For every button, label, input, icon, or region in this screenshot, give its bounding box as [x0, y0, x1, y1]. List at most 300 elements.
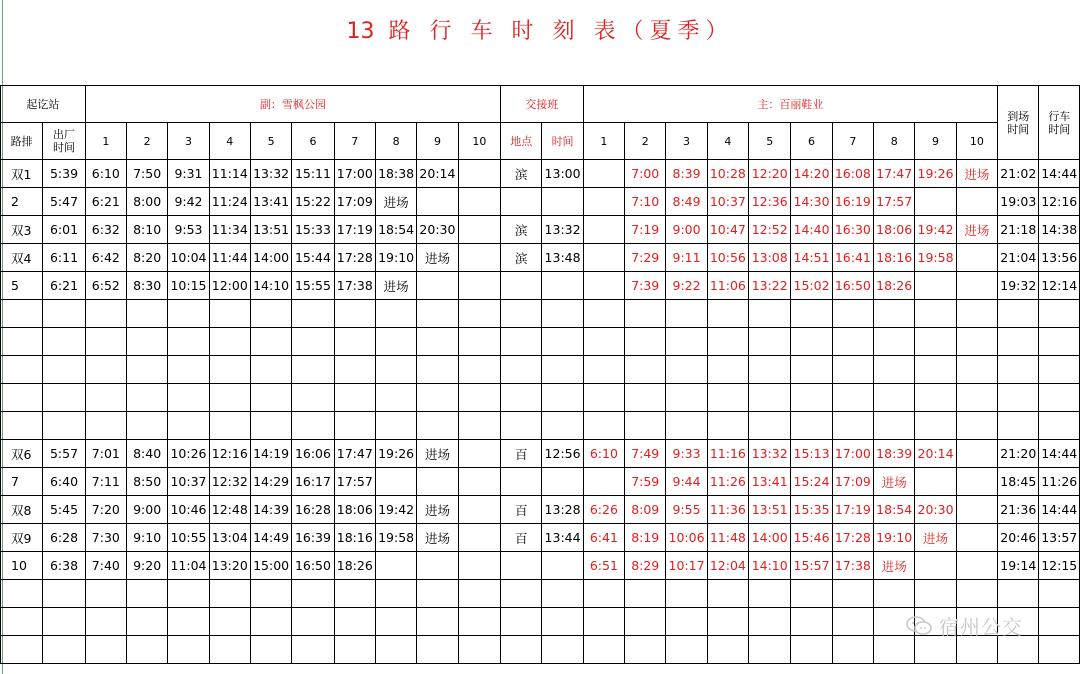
- sub-time-cell: 6:10: [85, 160, 126, 188]
- depart-cell: [43, 412, 85, 440]
- sub-time-cell: [334, 384, 375, 412]
- header-main-col: 7: [832, 123, 873, 160]
- sub-time-cell: [292, 384, 334, 412]
- sub-time-cell: 19:58: [375, 524, 416, 552]
- sub-time-cell: [126, 580, 167, 608]
- sub-time-cell: 8:10: [126, 216, 167, 244]
- main-time-cell: [583, 608, 624, 636]
- route-cell: 双9: [1, 524, 43, 552]
- main-time-cell: [625, 356, 666, 384]
- route-cell: [1, 580, 43, 608]
- table-row: [1, 524, 1080, 552]
- sub-time-cell: [334, 300, 375, 328]
- run-time-cell: 14:38: [1039, 216, 1080, 244]
- main-time-cell: 15:46: [791, 524, 832, 552]
- sub-time-cell: [209, 300, 250, 328]
- table-row: [1, 272, 1080, 300]
- sub-time-cell: 9:42: [168, 188, 209, 216]
- route-cell: [1, 356, 43, 384]
- main-time-cell: 15:24: [791, 468, 832, 496]
- sub-time-cell: 14:29: [250, 468, 291, 496]
- header-main-col: 5: [749, 123, 791, 160]
- sub-time-cell: 进场: [417, 440, 458, 468]
- main-time-cell: 进场: [915, 524, 956, 552]
- depart-cell: 6:01: [43, 216, 85, 244]
- run-time-cell: [1039, 636, 1080, 664]
- sub-time-cell: [417, 608, 458, 636]
- header-sub-col: 5: [250, 123, 291, 160]
- main-time-cell: 14:20: [791, 160, 832, 188]
- main-time-cell: [956, 552, 997, 580]
- sub-time-cell: 7:11: [85, 468, 126, 496]
- sub-time-cell: 10:26: [168, 440, 209, 468]
- location-cell: [501, 636, 542, 664]
- sub-time-cell: [417, 356, 458, 384]
- arrive-cell: 21:18: [998, 216, 1039, 244]
- main-time-cell: [791, 384, 832, 412]
- main-time-cell: [625, 412, 666, 440]
- sub-time-cell: 13:41: [250, 188, 291, 216]
- sub-time-cell: 6:32: [85, 216, 126, 244]
- table-row: [1, 244, 1080, 272]
- main-time-cell: 12:04: [707, 552, 748, 580]
- main-time-cell: [791, 608, 832, 636]
- table-row: [1, 412, 1080, 440]
- table-row: [1, 552, 1080, 580]
- sub-time-cell: [209, 608, 250, 636]
- main-time-cell: 13:32: [749, 440, 791, 468]
- sub-time-cell: 10:37: [168, 468, 209, 496]
- main-time-cell: [707, 412, 748, 440]
- header-arrive-time: 到场时间: [998, 86, 1039, 160]
- main-time-cell: [915, 384, 956, 412]
- depart-cell: [43, 384, 85, 412]
- main-time-cell: [707, 384, 748, 412]
- sub-time-cell: 17:28: [334, 244, 375, 272]
- sub-time-cell: 6:52: [85, 272, 126, 300]
- sub-time-cell: [458, 524, 500, 552]
- header-main-col: 8: [874, 123, 915, 160]
- sub-time-cell: 14:10: [250, 272, 291, 300]
- main-time-cell: [791, 636, 832, 664]
- main-time-cell: [625, 636, 666, 664]
- sub-time-cell: 9:00: [126, 496, 167, 524]
- sub-time-cell: [292, 356, 334, 384]
- main-time-cell: 12:20: [749, 160, 791, 188]
- sub-time-cell: 18:38: [375, 160, 416, 188]
- sub-time-cell: 进场: [417, 524, 458, 552]
- sub-time-cell: [458, 468, 500, 496]
- sub-time-cell: [334, 608, 375, 636]
- sub-time-cell: 15:44: [292, 244, 334, 272]
- main-time-cell: [583, 188, 624, 216]
- main-time-cell: 16:41: [832, 244, 873, 272]
- main-time-cell: [749, 300, 791, 328]
- sub-time-cell: 进场: [375, 272, 416, 300]
- main-time-cell: 17:47: [874, 160, 915, 188]
- run-time-cell: [1039, 384, 1080, 412]
- header-sub-col: 2: [126, 123, 167, 160]
- location-cell: [501, 356, 542, 384]
- main-time-cell: [874, 300, 915, 328]
- arrive-cell: [998, 412, 1039, 440]
- main-time-cell: [583, 636, 624, 664]
- table-row: [1, 384, 1080, 412]
- sub-time-cell: [458, 412, 500, 440]
- run-time-cell: 12:15: [1039, 552, 1080, 580]
- depart-cell: 5:57: [43, 440, 85, 468]
- main-time-cell: 11:16: [707, 440, 748, 468]
- arrive-cell: 18:45: [998, 468, 1039, 496]
- header-main-terminal: 主：百丽鞋业: [583, 86, 997, 123]
- sub-time-cell: 11:44: [209, 244, 250, 272]
- sub-time-cell: [375, 300, 416, 328]
- main-time-cell: 10:56: [707, 244, 748, 272]
- main-time-cell: 7:19: [625, 216, 666, 244]
- main-time-cell: [707, 300, 748, 328]
- handover-time-cell: [542, 412, 583, 440]
- sub-time-cell: [417, 580, 458, 608]
- header-sub-col: 6: [292, 123, 334, 160]
- depart-cell: [43, 608, 85, 636]
- main-time-cell: [956, 300, 997, 328]
- main-time-cell: [832, 580, 873, 608]
- sub-time-cell: [250, 300, 291, 328]
- main-time-cell: [749, 384, 791, 412]
- main-time-cell: [791, 580, 832, 608]
- title-text: 路 行 车 时 刻 表（夏季）: [388, 19, 734, 44]
- main-time-cell: [874, 356, 915, 384]
- main-time-cell: [707, 356, 748, 384]
- table-row: [1, 300, 1080, 328]
- main-time-cell: [874, 328, 915, 356]
- sub-time-cell: 9:10: [126, 524, 167, 552]
- location-cell: [501, 468, 542, 496]
- sub-time-cell: [375, 468, 416, 496]
- main-time-cell: [791, 356, 832, 384]
- main-time-cell: [625, 300, 666, 328]
- handover-time-cell: [542, 468, 583, 496]
- sub-time-cell: 14:39: [250, 496, 291, 524]
- depart-cell: [43, 636, 85, 664]
- main-time-cell: 20:30: [915, 496, 956, 524]
- sub-time-cell: [250, 580, 291, 608]
- main-time-cell: [583, 272, 624, 300]
- run-time-cell: 13:57: [1039, 524, 1080, 552]
- table-row: [1, 356, 1080, 384]
- main-time-cell: 8:49: [666, 188, 707, 216]
- sub-time-cell: 11:24: [209, 188, 250, 216]
- sub-time-cell: [458, 580, 500, 608]
- main-time-cell: 6:10: [583, 440, 624, 468]
- main-time-cell: 8:29: [625, 552, 666, 580]
- page-title: [0, 14, 1080, 45]
- main-time-cell: [749, 580, 791, 608]
- sub-time-cell: [375, 412, 416, 440]
- sub-time-cell: [168, 412, 209, 440]
- table-row: [1, 468, 1080, 496]
- sub-time-cell: [250, 384, 291, 412]
- sub-time-cell: 6:42: [85, 244, 126, 272]
- header-start-station: 起讫站: [1, 86, 86, 123]
- header-depart-time: 出厂时间: [43, 123, 85, 160]
- main-time-cell: 13:41: [749, 468, 791, 496]
- main-time-cell: 9:00: [666, 216, 707, 244]
- main-time-cell: 19:10: [874, 524, 915, 552]
- sub-time-cell: [292, 580, 334, 608]
- header-main-col: 4: [707, 123, 748, 160]
- main-time-cell: 11:36: [707, 496, 748, 524]
- sub-time-cell: [209, 384, 250, 412]
- header-sub-col: 9: [417, 123, 458, 160]
- main-time-cell: [707, 636, 748, 664]
- sub-time-cell: 进场: [417, 496, 458, 524]
- route-cell: 双8: [1, 496, 43, 524]
- main-time-cell: [956, 412, 997, 440]
- sub-time-cell: [292, 328, 334, 356]
- main-time-cell: 17:09: [832, 468, 873, 496]
- route-cell: 双1: [1, 160, 43, 188]
- main-time-cell: 11:26: [707, 468, 748, 496]
- timetable-body: [1, 160, 1080, 664]
- arrive-cell: 21:36: [998, 496, 1039, 524]
- main-time-cell: [749, 356, 791, 384]
- run-time-cell: [1039, 356, 1080, 384]
- handover-time-cell: [542, 608, 583, 636]
- sub-time-cell: 11:04: [168, 552, 209, 580]
- run-time-cell: [1039, 608, 1080, 636]
- main-time-cell: [625, 384, 666, 412]
- sub-time-cell: [334, 356, 375, 384]
- main-time-cell: [749, 328, 791, 356]
- route-cell: [1, 384, 43, 412]
- sub-time-cell: [250, 608, 291, 636]
- sub-time-cell: 11:34: [209, 216, 250, 244]
- table-row: [1, 496, 1080, 524]
- sub-time-cell: [292, 636, 334, 664]
- sub-time-cell: 14:19: [250, 440, 291, 468]
- depart-cell: 6:28: [43, 524, 85, 552]
- main-time-cell: 6:51: [583, 552, 624, 580]
- depart-cell: [43, 328, 85, 356]
- sub-time-cell: 11:14: [209, 160, 250, 188]
- sub-time-cell: [417, 552, 458, 580]
- handover-time-cell: [542, 188, 583, 216]
- sub-time-cell: [458, 188, 500, 216]
- handover-time-cell: [542, 272, 583, 300]
- sub-time-cell: [85, 300, 126, 328]
- header-sub-col: 10: [458, 123, 500, 160]
- sub-time-cell: 12:32: [209, 468, 250, 496]
- sub-time-cell: 7:30: [85, 524, 126, 552]
- sub-time-cell: [334, 636, 375, 664]
- run-time-cell: 11:26: [1039, 468, 1080, 496]
- sub-time-cell: 15:00: [250, 552, 291, 580]
- header-main-col: 2: [625, 123, 666, 160]
- sub-time-cell: [168, 580, 209, 608]
- sub-time-cell: 进场: [375, 188, 416, 216]
- main-time-cell: [915, 188, 956, 216]
- sub-time-cell: [168, 300, 209, 328]
- main-time-cell: 16:30: [832, 216, 873, 244]
- main-time-cell: [666, 384, 707, 412]
- sub-time-cell: 15:11: [292, 160, 334, 188]
- main-time-cell: [956, 244, 997, 272]
- sub-time-cell: 12:48: [209, 496, 250, 524]
- table-row: [1, 328, 1080, 356]
- sub-time-cell: 15:22: [292, 188, 334, 216]
- sub-time-cell: 14:00: [250, 244, 291, 272]
- sub-time-cell: [334, 412, 375, 440]
- wechat-icon: [905, 615, 933, 637]
- sub-time-cell: [458, 160, 500, 188]
- handover-time-cell: 13:32: [542, 216, 583, 244]
- sub-time-cell: 12:00: [209, 272, 250, 300]
- main-time-cell: [956, 440, 997, 468]
- main-time-cell: [832, 328, 873, 356]
- main-time-cell: [832, 608, 873, 636]
- main-time-cell: 17:00: [832, 440, 873, 468]
- handover-time-cell: 12:56: [542, 440, 583, 468]
- main-time-cell: [915, 272, 956, 300]
- main-time-cell: 19:58: [915, 244, 956, 272]
- main-time-cell: [915, 300, 956, 328]
- arrive-cell: [998, 300, 1039, 328]
- sub-time-cell: [375, 328, 416, 356]
- sub-time-cell: 18:16: [334, 524, 375, 552]
- sub-time-cell: [458, 552, 500, 580]
- sub-time-cell: 17:09: [334, 188, 375, 216]
- sub-time-cell: 16:06: [292, 440, 334, 468]
- arrive-cell: 19:14: [998, 552, 1039, 580]
- sub-time-cell: 9:20: [126, 552, 167, 580]
- header-sub-col: 8: [375, 123, 416, 160]
- main-time-cell: 进场: [956, 216, 997, 244]
- sub-time-cell: [417, 300, 458, 328]
- main-time-cell: 19:42: [915, 216, 956, 244]
- main-time-cell: 15:02: [791, 272, 832, 300]
- header-sub-col: 3: [168, 123, 209, 160]
- sub-time-cell: [292, 608, 334, 636]
- route-cell: 5: [1, 272, 43, 300]
- run-time-cell: [1039, 580, 1080, 608]
- sub-time-cell: 8:00: [126, 188, 167, 216]
- main-time-cell: 8:39: [666, 160, 707, 188]
- main-time-cell: 14:51: [791, 244, 832, 272]
- run-time-cell: 14:44: [1039, 496, 1080, 524]
- main-time-cell: 10:06: [666, 524, 707, 552]
- header-main-col: 10: [956, 123, 997, 160]
- sub-time-cell: 18:26: [334, 552, 375, 580]
- main-time-cell: 17:19: [832, 496, 873, 524]
- depart-cell: 6:11: [43, 244, 85, 272]
- watermark-text: 宿州公交: [939, 615, 1023, 639]
- location-cell: 滨: [501, 216, 542, 244]
- sub-time-cell: 13:20: [209, 552, 250, 580]
- location-cell: 百: [501, 496, 542, 524]
- sub-time-cell: [126, 608, 167, 636]
- main-time-cell: [707, 580, 748, 608]
- main-time-cell: [749, 412, 791, 440]
- main-time-cell: [915, 580, 956, 608]
- sub-time-cell: [334, 328, 375, 356]
- location-cell: 百: [501, 440, 542, 468]
- header-route-row: 路排: [1, 123, 43, 160]
- main-time-cell: [666, 636, 707, 664]
- sub-time-cell: [168, 608, 209, 636]
- main-time-cell: [874, 384, 915, 412]
- main-time-cell: [666, 300, 707, 328]
- sub-time-cell: [85, 608, 126, 636]
- main-time-cell: 17:57: [874, 188, 915, 216]
- route-cell: 2: [1, 188, 43, 216]
- handover-time-cell: [542, 552, 583, 580]
- main-time-cell: 18:54: [874, 496, 915, 524]
- sub-time-cell: [85, 328, 126, 356]
- depart-cell: [43, 580, 85, 608]
- sub-time-cell: [209, 580, 250, 608]
- main-time-cell: [832, 300, 873, 328]
- route-cell: 双4: [1, 244, 43, 272]
- location-cell: [501, 188, 542, 216]
- sub-time-cell: [209, 356, 250, 384]
- main-time-cell: 6:26: [583, 496, 624, 524]
- arrive-cell: 21:02: [998, 160, 1039, 188]
- run-time-cell: [1039, 412, 1080, 440]
- header-row-2: [1, 123, 1080, 160]
- main-time-cell: 14:40: [791, 216, 832, 244]
- main-time-cell: [749, 636, 791, 664]
- main-time-cell: [956, 468, 997, 496]
- main-time-cell: [956, 524, 997, 552]
- depart-cell: 6:38: [43, 552, 85, 580]
- handover-time-cell: [542, 356, 583, 384]
- run-time-cell: [1039, 300, 1080, 328]
- sub-time-cell: 13:32: [250, 160, 291, 188]
- sub-time-cell: 8:20: [126, 244, 167, 272]
- sub-time-cell: 9:31: [168, 160, 209, 188]
- handover-time-cell: [542, 384, 583, 412]
- handover-time-cell: [542, 300, 583, 328]
- route-cell: [1, 608, 43, 636]
- main-time-cell: [832, 356, 873, 384]
- main-time-cell: [749, 608, 791, 636]
- handover-time-cell: [542, 328, 583, 356]
- sub-time-cell: 15:55: [292, 272, 334, 300]
- header-main-col: 6: [791, 123, 832, 160]
- main-time-cell: 18:16: [874, 244, 915, 272]
- table-row: [1, 188, 1080, 216]
- main-time-cell: [832, 412, 873, 440]
- handover-time-cell: 13:44: [542, 524, 583, 552]
- sub-time-cell: [458, 216, 500, 244]
- sub-time-cell: [458, 356, 500, 384]
- sub-time-cell: [458, 244, 500, 272]
- main-time-cell: 14:10: [749, 552, 791, 580]
- sub-time-cell: 10:04: [168, 244, 209, 272]
- sub-time-cell: 13:04: [209, 524, 250, 552]
- main-time-cell: 12:52: [749, 216, 791, 244]
- location-cell: 百: [501, 524, 542, 552]
- main-time-cell: 13:22: [749, 272, 791, 300]
- main-time-cell: [915, 552, 956, 580]
- sub-time-cell: [168, 384, 209, 412]
- sub-time-cell: [417, 468, 458, 496]
- main-time-cell: [666, 328, 707, 356]
- depart-cell: 6:21: [43, 272, 85, 300]
- header-time: 时间: [542, 123, 583, 160]
- main-time-cell: [583, 160, 624, 188]
